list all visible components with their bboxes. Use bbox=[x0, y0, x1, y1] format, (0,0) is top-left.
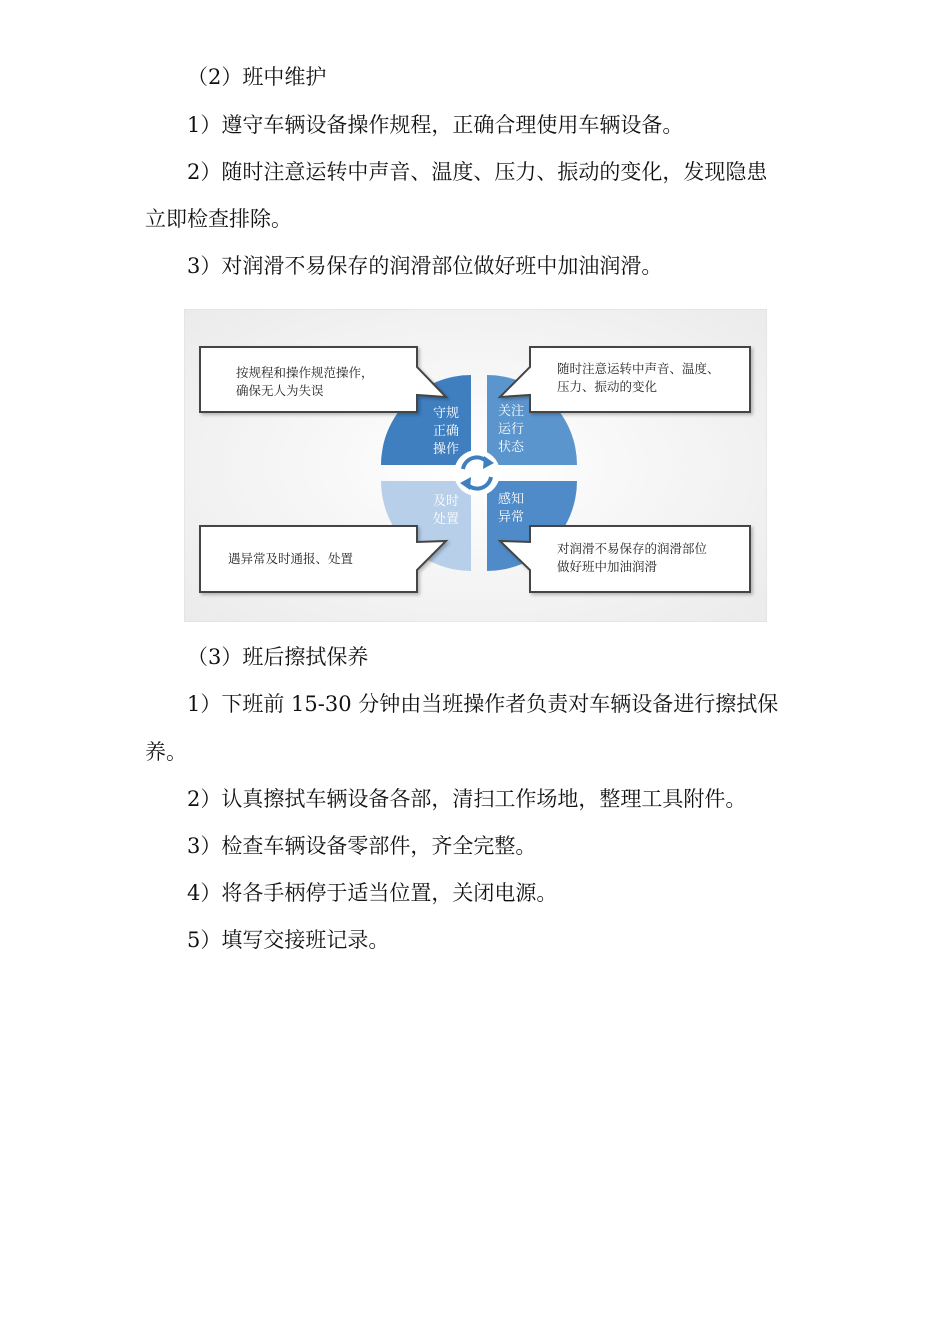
quadrant-top-left-label-2: 正确 bbox=[432, 424, 460, 439]
section-2-item-1: 1）遵守车辆设备操作规程，正确合理使用车辆设备。 bbox=[187, 113, 684, 137]
section-2-heading: （2）班中维护 bbox=[187, 65, 327, 89]
quadrant-top-right-label-2: 运行 bbox=[497, 422, 525, 437]
section-2-item-2-line-2: 立即检查排除。 bbox=[145, 207, 292, 231]
section-3-item-4: 4）将各手柄停于适当位置，关闭电源。 bbox=[187, 881, 558, 905]
maintenance-cycle-diagram bbox=[184, 309, 767, 622]
callout-bottom-right-line-1: 对润滑不易保存的润滑部位 bbox=[557, 541, 708, 556]
callout-top-left-line-2: 确保无人为失误 bbox=[236, 383, 324, 398]
callout-bottom-left-line-1: 遇异常及时通报、处置 bbox=[228, 551, 354, 566]
section-3-item-2: 2）认真擦拭车辆设备各部，清扫工作场地，整理工具附件。 bbox=[187, 787, 747, 811]
section-3-item-1-line-2: 养。 bbox=[145, 740, 187, 764]
quadrant-bottom-left-label-1: 及时 bbox=[432, 494, 460, 509]
refresh-cycle-icon bbox=[454, 450, 500, 496]
quadrant-top-right-label-1: 关注 bbox=[497, 404, 525, 419]
quadrant-bottom-right-label-2: 异常 bbox=[497, 510, 525, 525]
quadrant-bottom-left-label-2: 处置 bbox=[432, 512, 460, 527]
quadrant-top-left-label-1: 守规 bbox=[432, 406, 460, 421]
callout-top-left-line-1: 按规程和操作规范操作， bbox=[236, 365, 374, 380]
section-3-heading: （3）班后擦拭保养 bbox=[187, 645, 369, 669]
quadrant-bottom-right-label-1: 感知 bbox=[497, 492, 525, 507]
callout-top-right-line-2: 压力、振动的变化 bbox=[557, 379, 658, 394]
section-3-item-3: 3）检查车辆设备零部件，齐全完整。 bbox=[187, 834, 537, 858]
section-3-item-5: 5）填写交接班记录。 bbox=[187, 928, 390, 952]
section-3-item-1-line-1: 1）下班前 15-30 分钟由当班操作者负责对车辆设备进行擦拭保 bbox=[187, 692, 779, 716]
quadrant-top-right-label-3: 状态 bbox=[497, 440, 525, 455]
callout-bottom-right-line-2: 做好班中加油润滑 bbox=[557, 559, 658, 574]
quadrant-top-left-label-3: 操作 bbox=[432, 442, 460, 457]
section-2-item-2-line-1: 2）随时注意运转中声音、温度、压力、振动的变化，发现隐患 bbox=[187, 160, 768, 184]
section-2-item-3: 3）对润滑不易保存的润滑部位做好班中加油润滑。 bbox=[187, 254, 663, 278]
callout-top-right-line-1: 随时注意运转中声音、温度、 bbox=[557, 361, 720, 376]
